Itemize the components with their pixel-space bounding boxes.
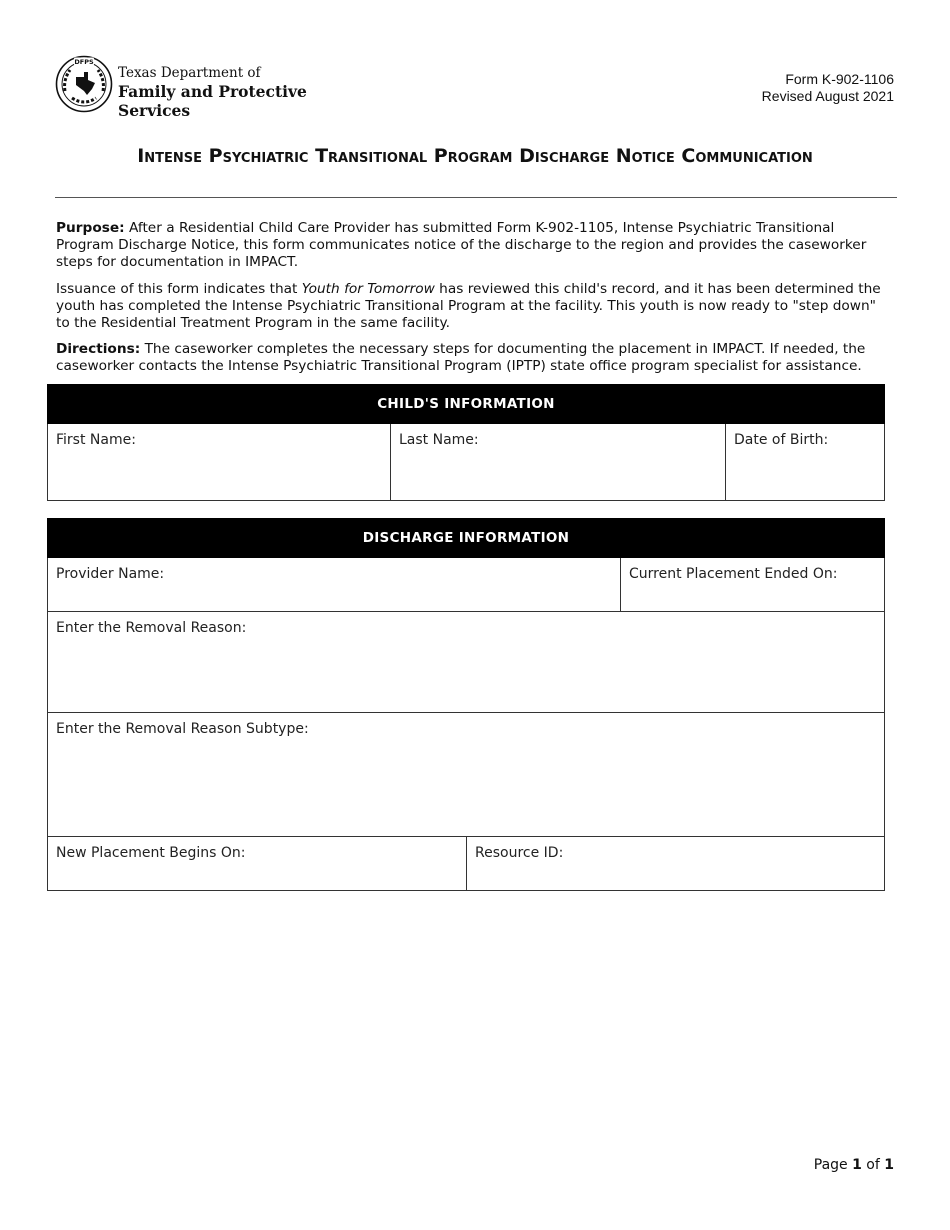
issuance-text-start: Issuance of this form indicates that [56,281,302,297]
form-number: Form K-902-1106 [785,71,894,87]
page-current: 1 [852,1157,862,1173]
child-name-row [47,424,885,501]
date-of-birth-field[interactable] [725,424,884,500]
first-name-label: First Name: [56,432,136,448]
purpose-label: Purpose: [56,220,125,236]
purpose-text: After a Residential Child Care Provider has submitted Form K-902-1105, Intense Psychiatric Transitional Program Discharge Notice, this form communicates notice of the discharge to the region and provides the caseworker steps for documentation in IMPACT. [56,220,867,270]
date-of-birth-label: Date of Birth: [734,432,829,448]
directions-paragraph [56,341,892,375]
new-placement-row [47,837,885,891]
childs-information-heading: CHILD'S INFORMATION [47,384,885,424]
svg-text:DFPS: DFPS [74,58,94,66]
removal-subtype-label: Enter the Removal Reason Subtype: [56,721,309,737]
directions-label: Directions: [56,341,141,357]
page-number [814,1157,894,1173]
form-revision-date: Revised August 2021 [761,88,894,104]
last-name-label: Last Name: [399,432,479,448]
childs-information-section [47,384,885,501]
resource-id-label: Resource ID: [475,845,564,861]
discharge-information-heading: DISCHARGE INFORMATION [47,518,885,558]
discharge-information-section [47,518,885,891]
provider-name-field[interactable] [48,558,620,611]
first-name-field[interactable] [48,424,390,500]
page-title: Intense Psychiatric Transitional Program Discharge Notice Communication [137,145,813,167]
removal-subtype-field[interactable] [48,713,884,836]
provider-name-label: Provider Name: [56,566,165,582]
page-label: Page [813,1157,853,1173]
dfps-logo [55,55,355,120]
removal-reason-field[interactable] [48,612,884,712]
new-placement-field[interactable] [48,837,466,890]
dfps-seal-icon [55,55,113,113]
page-of-label: of [861,1157,885,1173]
resource-id-field[interactable] [466,837,884,890]
new-placement-label: New Placement Begins On: [56,845,246,861]
agency-line-2: Family and Protective Services [118,82,307,120]
page-total: 1 [884,1157,894,1173]
placement-ended-label: Current Placement Ended On: [629,566,838,582]
last-name-field[interactable] [390,424,725,500]
issuance-text-end: has reviewed this child's record, and it has been determined the youth has completed the Intense Psychiatric Transitional Program at the facility. This youth is now ready to "step down" to the Residential Treatment Program in the same facility. [56,281,881,331]
form-identifier [762,71,894,105]
provider-row [47,558,885,612]
agency-name [118,65,355,120]
title-divider [55,197,897,198]
issuance-paragraph [56,281,892,332]
removal-reason-row [47,612,885,713]
removal-reason-label: Enter the Removal Reason: [56,620,247,636]
agency-line-1: Texas Department of [118,65,261,81]
directions-text: The caseworker completes the necessary steps for documenting the placement in IMPACT. If needed, the caseworker contacts the Intense Psychiatric Transitional Program (IPTP) state office program specialist for assistance. [56,341,866,374]
purpose-paragraph [56,220,892,271]
provider-name-italic: Youth for Tomorrow [301,281,435,297]
placement-ended-field[interactable] [620,558,884,611]
removal-subtype-row [47,713,885,837]
